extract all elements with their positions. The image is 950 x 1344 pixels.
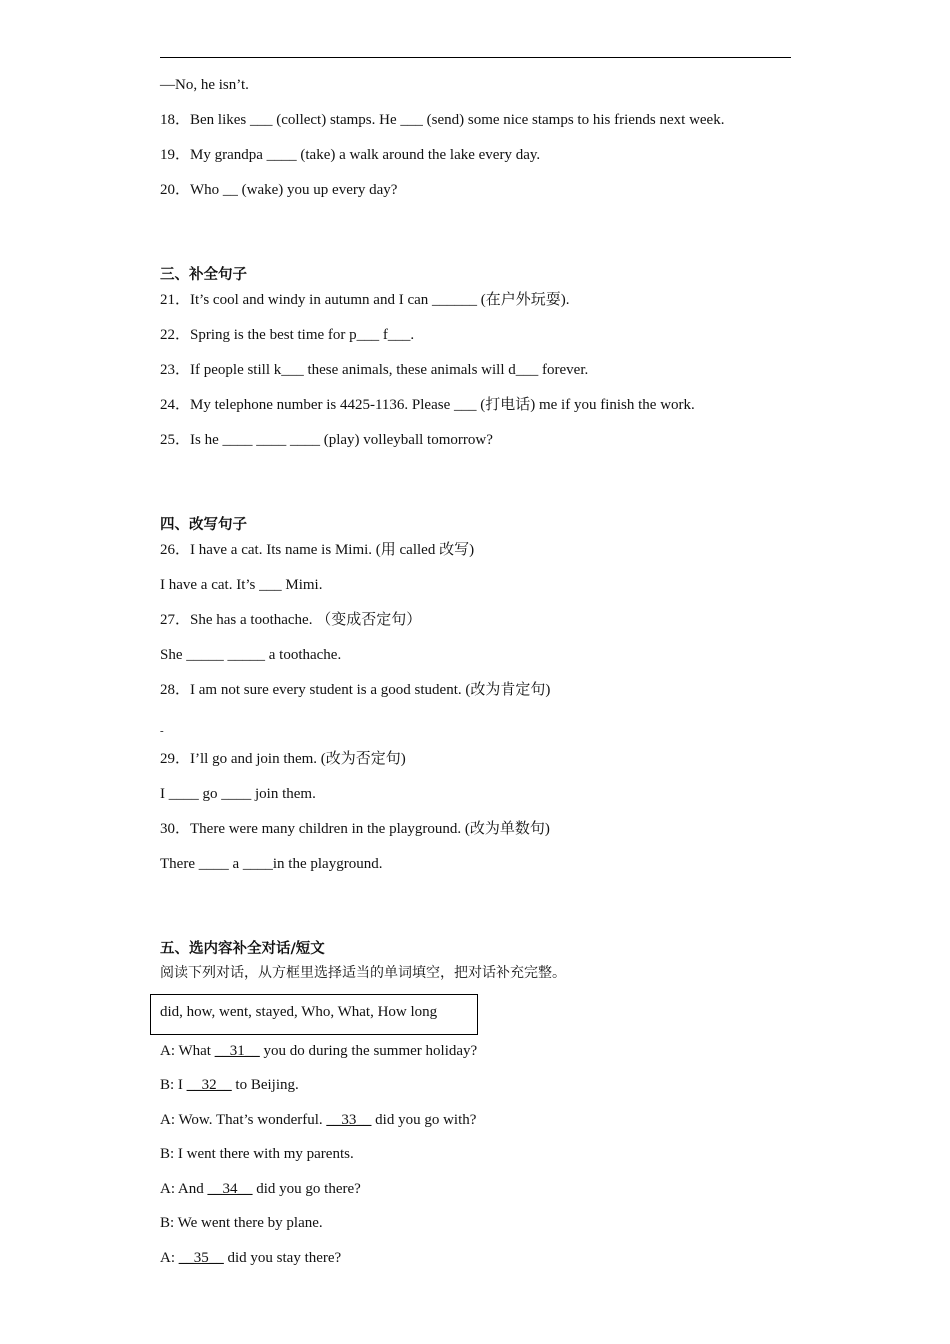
question-28: 28．I am not sure every student is a good student. (改为肯定句) (160, 682, 551, 698)
answer-27: She _____ _____ a toothache. (160, 647, 342, 663)
dialogue-text: A: And (160, 1181, 208, 1197)
blank-33: __33__ (326, 1112, 372, 1128)
dialogue-text: A: What (160, 1043, 215, 1059)
question-25: 25．Is he ____ ____ ____ (play) volleyball tomorrow? (160, 432, 493, 448)
question-23: 23．If people still k___ these animals, these animals will d___ forever. (160, 362, 589, 378)
question-24: 24．My telephone number is 4425-1136. Please ___ (打电话) me if you finish the work. (160, 397, 695, 413)
dialogue-line-5 (160, 1180, 361, 1198)
dialogue-line-1 (160, 1042, 477, 1060)
answer-28: - (160, 725, 164, 737)
dialogue-text: did you go with? (371, 1112, 477, 1128)
dialogue-line-2 (160, 1076, 299, 1094)
answer-line: —No, he isn’t. (160, 77, 249, 93)
dialogue-line-6: B: We went there by plane. (160, 1215, 323, 1231)
instruction: 阅读下列对话，从方框里选择适当的单词填空，把对话补充完整。 (160, 965, 566, 981)
dialogue-text: did you stay there? (223, 1250, 342, 1266)
answer-29: I ____ go ____ join them. (160, 786, 316, 802)
question-26: 26．I have a cat. Its name is Mimi. (用 called 改写) (160, 542, 475, 558)
question-20: 20．Who __ (wake) you up every day? (160, 182, 398, 198)
question-22: 22．Spring is the best time for p___ f___. (160, 327, 415, 343)
section-5-heading: 五、选内容补全对话/短文 (160, 941, 325, 957)
dialogue-text: did you go there? (252, 1181, 361, 1197)
question-21: 21．It’s cool and windy in autumn and I can ______ (在户外玩耍). (160, 292, 570, 308)
question-30: 30．There were many children in the playground. (改为单数句) (160, 821, 550, 837)
answer-26: I have a cat. It’s ___ Mimi. (160, 577, 323, 593)
word-box-text: did, how, went, stayed, Who, What, How long (160, 1004, 438, 1020)
blank-35: __35__ (178, 1250, 224, 1266)
question-27: 27．She has a toothache. （变成否定句） (160, 612, 422, 628)
question-18: 18．Ben likes ___ (collect) stamps. He ___ (send) some nice stamps to his friends next week. (160, 112, 725, 128)
word-box (150, 994, 478, 1035)
dialogue-line-3 (160, 1111, 476, 1129)
dialogue-text: you do during the summer holiday? (259, 1043, 478, 1059)
question-19: 19．My grandpa ____ (take) a walk around the lake every day. (160, 147, 541, 163)
blank-31: __31__ (214, 1043, 260, 1059)
dialogue-text: B: I (160, 1077, 187, 1093)
dialogue-text: A: Wow. That’s wonderful. (160, 1112, 327, 1128)
dialogue-line-7 (160, 1249, 341, 1267)
blank-34: __34__ (207, 1181, 253, 1197)
section-4-heading: 四、改写句子 (160, 517, 247, 533)
dialogue-text: A: (160, 1250, 179, 1266)
header-rule (160, 57, 791, 58)
question-29: 29．I’ll go and join them. (改为否定句) (160, 751, 406, 767)
dialogue-text: to Beijing. (231, 1077, 299, 1093)
blank-32: __32__ (186, 1077, 232, 1093)
dialogue-line-4: B: I went there with my parents. (160, 1146, 354, 1162)
answer-30: There ____ a ____in the playground. (160, 856, 383, 872)
section-3-heading: 三、补全句子 (160, 267, 247, 283)
